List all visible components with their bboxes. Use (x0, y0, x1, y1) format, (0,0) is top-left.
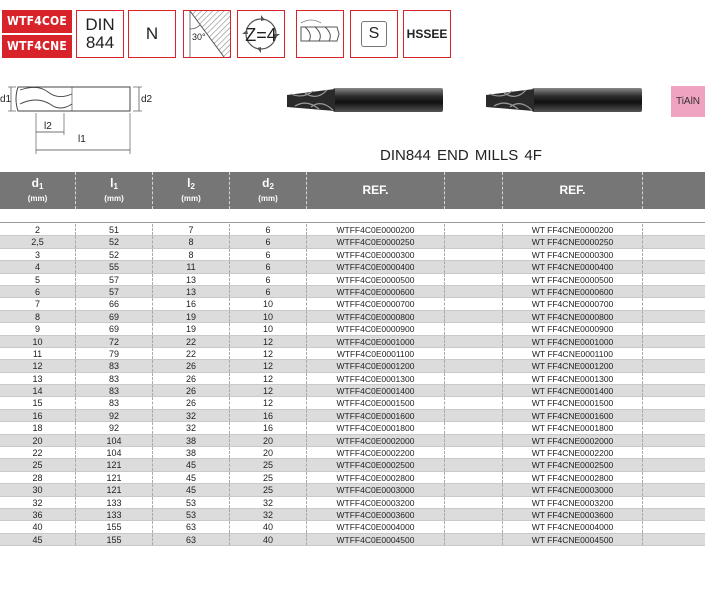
table-row (0, 286, 705, 298)
cell-l1: 83 (76, 397, 153, 408)
cell-ref-ne: WT FF4CNE0000600 (503, 286, 643, 297)
cell-ref-oe: WTFF4C0E0000800 (307, 311, 445, 322)
cell-d2: 6 (230, 286, 307, 297)
cell-ref-oe: WTFF4C0E0001300 (307, 373, 445, 384)
cell-ref-oe: WTFF4C0E0003600 (307, 509, 445, 520)
cell-l2: 38 (153, 447, 230, 458)
cell-d1: 16 (0, 410, 76, 421)
cell-d1: 9 (0, 323, 76, 334)
cell-l2: 22 (153, 336, 230, 347)
cell-l2: 13 (153, 274, 230, 285)
cell-blank-2 (643, 236, 705, 247)
cell-l1: 104 (76, 435, 153, 446)
cell-ref-oe: WTFF4C0E0000300 (307, 249, 445, 260)
cell-ref-ne: WT FF4CNE0000300 (503, 249, 643, 260)
cell-d1: 3 (0, 249, 76, 260)
cell-l1: 69 (76, 323, 153, 334)
table-row (0, 497, 705, 509)
table-row (0, 484, 705, 496)
cell-ref-oe: WTFF4C0E0002000 (307, 435, 445, 446)
cell-ref-oe: WTFF4C0E0002800 (307, 472, 445, 483)
cell-d1: 5 (0, 274, 76, 285)
cell-d1: 12 (0, 360, 76, 371)
cell-ref-oe: WTFF4C0E0001600 (307, 410, 445, 421)
cell-l1: 83 (76, 385, 153, 396)
cell-ref-ne: WT FF4CNE0003200 (503, 497, 643, 508)
cell-d2: 25 (230, 484, 307, 495)
cutting-geometry-box (296, 10, 344, 58)
table-row (0, 336, 705, 348)
cell-d2: 12 (230, 336, 307, 347)
cell-ref-oe: WTFF4C0E0000250 (307, 236, 445, 247)
material-label: HSSEE (406, 27, 448, 41)
cell-d2: 40 (230, 521, 307, 532)
cell-blank-1 (445, 311, 503, 322)
product-code-ne: WTF4CNE (2, 35, 72, 58)
cell-blank-2 (643, 435, 705, 446)
cell-ref-ne: WT FF4CNE0000400 (503, 261, 643, 272)
cell-d2: 10 (230, 311, 307, 322)
cell-d1: 18 (0, 422, 76, 433)
cell-blank-1 (445, 509, 503, 520)
cell-blank-2 (643, 385, 705, 396)
cell-blank-1 (445, 323, 503, 334)
cell-l2: 53 (153, 509, 230, 520)
helix-angle-icon (184, 11, 230, 57)
table-row (0, 521, 705, 533)
table-row (0, 373, 705, 385)
cell-blank-1 (445, 435, 503, 446)
cell-d2: 25 (230, 472, 307, 483)
table-row (0, 311, 705, 323)
cell-ref-ne: WT FF4CNE0001600 (503, 410, 643, 421)
cell-ref-ne: WT FF4CNE0000900 (503, 323, 643, 334)
cell-d2: 6 (230, 249, 307, 260)
table-row (0, 435, 705, 447)
cell-blank-1 (445, 410, 503, 421)
cell-blank-2 (643, 360, 705, 371)
header-ref-ne: REF. (503, 172, 643, 209)
cell-l1: 92 (76, 422, 153, 433)
cell-blank-2 (643, 497, 705, 508)
l2-label: l2 (44, 121, 52, 132)
cell-l1: 83 (76, 360, 153, 371)
d1-label: d1 (0, 94, 12, 105)
cell-l1: 51 (76, 224, 153, 235)
cell-blank-2 (643, 224, 705, 235)
cell-l1: 57 (76, 274, 153, 285)
cell-ref-oe: WTFF4C0E0000700 (307, 298, 445, 309)
cell-ref-oe: WTFF4C0E0001100 (307, 348, 445, 359)
cell-d2: 6 (230, 236, 307, 247)
table-row (0, 323, 705, 335)
d2-label: d2 (141, 94, 153, 105)
table-row (0, 472, 705, 484)
cell-ref-ne: WT FF4CNE0002000 (503, 435, 643, 446)
cell-blank-2 (643, 509, 705, 520)
cell-ref-oe: WTFF4C0E0003200 (307, 497, 445, 508)
cell-ref-ne: WT FF4CNE0000250 (503, 236, 643, 247)
cell-d1: 6 (0, 286, 76, 297)
cell-ref-ne: WT FF4CNE0000500 (503, 274, 643, 285)
cell-d2: 16 (230, 422, 307, 433)
cell-d2: 12 (230, 385, 307, 396)
flute-count-label: Z=4 (245, 25, 277, 45)
cell-d1: 10 (0, 336, 76, 347)
cell-ref-ne: WT FF4CNE0001100 (503, 348, 643, 359)
cell-d2: 25 (230, 459, 307, 470)
cell-ref-oe: WTFF4C0E0001200 (307, 360, 445, 371)
table-row (0, 397, 705, 409)
cell-l2: 32 (153, 422, 230, 433)
cell-l1: 133 (76, 497, 153, 508)
cell-ref-ne: WT FF4CNE0004000 (503, 521, 643, 532)
cell-blank-1 (445, 447, 503, 458)
cell-blank-1 (445, 534, 503, 545)
cell-d2: 12 (230, 348, 307, 359)
cell-blank-2 (643, 397, 705, 408)
cell-d2: 32 (230, 497, 307, 508)
cell-blank-2 (643, 249, 705, 260)
cell-l2: 13 (153, 286, 230, 297)
product-code-badges (2, 10, 72, 58)
cell-blank-1 (445, 224, 503, 235)
cell-ref-ne: WT FF4CNE0004500 (503, 534, 643, 545)
cell-ref-oe: WTFF4C0E0000600 (307, 286, 445, 297)
header-ref-oe: REF. (307, 172, 445, 209)
cell-d2: 12 (230, 373, 307, 384)
header-l2: $l_2$ (mm) (153, 172, 230, 209)
cell-l1: 79 (76, 348, 153, 359)
cell-blank-1 (445, 336, 503, 347)
din-standard-box (76, 10, 124, 58)
cell-d1: 30 (0, 484, 76, 495)
cell-l2: 8 (153, 249, 230, 260)
coating-badge: TiAlN (671, 86, 705, 117)
table-row (0, 534, 705, 546)
cell-l2: 16 (153, 298, 230, 309)
cell-l1: 104 (76, 447, 153, 458)
end-mill-image-oe (285, 85, 445, 115)
table-row (0, 249, 705, 261)
cell-blank-1 (445, 360, 503, 371)
cell-blank-2 (643, 323, 705, 334)
cell-d1: 2 (0, 224, 76, 235)
cell-blank-1 (445, 472, 503, 483)
cell-l2: 26 (153, 373, 230, 384)
table-body (0, 224, 705, 546)
cell-blank-1 (445, 397, 503, 408)
cell-blank-1 (445, 484, 503, 495)
cell-blank-2 (643, 298, 705, 309)
cell-d2: 12 (230, 360, 307, 371)
table-row (0, 298, 705, 310)
cell-l2: 45 (153, 472, 230, 483)
cell-l2: 45 (153, 459, 230, 470)
cell-ref-ne: WT FF4CNE0001400 (503, 385, 643, 396)
cell-l1: 55 (76, 261, 153, 272)
cell-l2: 26 (153, 360, 230, 371)
cell-d1: 2,5 (0, 236, 76, 247)
cell-ref-ne: WT FF4CNE0000800 (503, 311, 643, 322)
cell-blank-1 (445, 236, 503, 247)
cell-blank-1 (445, 249, 503, 260)
cell-ref-ne: WT FF4CNE0000200 (503, 224, 643, 235)
cell-l1: 72 (76, 336, 153, 347)
cell-ref-ne: WT FF4CNE0001000 (503, 336, 643, 347)
cell-ref-oe: WTFF4C0E0003000 (307, 484, 445, 495)
cell-d1: 4 (0, 261, 76, 272)
cell-blank-2 (643, 286, 705, 297)
cell-blank-2 (643, 348, 705, 359)
cell-d1: 32 (0, 497, 76, 508)
flutes-box (237, 10, 285, 58)
cell-d1: 8 (0, 311, 76, 322)
cell-blank-2 (643, 534, 705, 545)
cell-d1: 22 (0, 447, 76, 458)
header-l1: $l_1$ (mm) (76, 172, 153, 209)
din-label: DIN (85, 15, 115, 34)
cell-l2: 11 (153, 261, 230, 272)
cell-l2: 19 (153, 323, 230, 334)
cell-blank-1 (445, 298, 503, 309)
cell-ref-oe: WTFF4C0E0001500 (307, 397, 445, 408)
cell-blank-1 (445, 459, 503, 470)
cell-blank-1 (445, 261, 503, 272)
cell-ref-ne: WT FF4CNE0002500 (503, 459, 643, 470)
cell-blank-2 (643, 459, 705, 470)
cell-l1: 69 (76, 311, 153, 322)
shank-type-box (350, 10, 398, 58)
cell-blank-2 (643, 472, 705, 483)
table-row (0, 236, 705, 248)
product-code-oe: WTF4COE (2, 10, 72, 33)
cell-l1: 121 (76, 484, 153, 495)
table-row (0, 385, 705, 397)
table-row (0, 360, 705, 372)
cell-ref-ne: WT FF4CNE0001300 (503, 373, 643, 384)
cell-blank-2 (643, 521, 705, 532)
cell-d2: 20 (230, 435, 307, 446)
table-row (0, 274, 705, 286)
table-row (0, 410, 705, 422)
cell-blank-2 (643, 422, 705, 433)
cell-d1: 11 (0, 348, 76, 359)
cell-blank-1 (445, 422, 503, 433)
header-d1: $d_1$ (mm) (0, 172, 76, 209)
cell-ref-ne: WT FF4CNE0003600 (503, 509, 643, 520)
cell-ref-oe: WTFF4C0E0001800 (307, 422, 445, 433)
cell-ref-oe: WTFF4C0E0001000 (307, 336, 445, 347)
cell-ref-oe: WTFF4C0E0002500 (307, 459, 445, 470)
cell-l2: 8 (153, 236, 230, 247)
cell-l2: 22 (153, 348, 230, 359)
cell-l1: 52 (76, 249, 153, 260)
cell-l1: 155 (76, 521, 153, 532)
cell-ref-ne: WT FF4CNE0002200 (503, 447, 643, 458)
cell-d1: 14 (0, 385, 76, 396)
cell-ref-oe: WTFF4C0E0004500 (307, 534, 445, 545)
cell-ref-ne: WT FF4CNE0003000 (503, 484, 643, 495)
cell-d2: 16 (230, 410, 307, 421)
shank-type-label: S (368, 25, 380, 42)
cell-d2: 32 (230, 509, 307, 520)
dimension-drawing (0, 82, 170, 162)
cell-l1: 52 (76, 236, 153, 247)
cell-blank-2 (643, 311, 705, 322)
cell-d2: 12 (230, 397, 307, 408)
material-box (403, 10, 451, 58)
cell-l1: 121 (76, 459, 153, 470)
cell-d2: 6 (230, 261, 307, 272)
cell-l1: 121 (76, 472, 153, 483)
cell-d2: 40 (230, 534, 307, 545)
cell-l2: 7 (153, 224, 230, 235)
cell-d1: 15 (0, 397, 76, 408)
cell-l2: 63 (153, 521, 230, 532)
cell-l2: 63 (153, 534, 230, 545)
l1-label: l1 (78, 134, 86, 145)
cell-blank-1 (445, 385, 503, 396)
cell-ref-ne: WT FF4CNE0002800 (503, 472, 643, 483)
cell-blank-2 (643, 274, 705, 285)
table-row (0, 261, 705, 273)
header-blank-1 (445, 172, 503, 209)
cell-d2: 10 (230, 298, 307, 309)
cell-l2: 53 (153, 497, 230, 508)
cell-d1: 25 (0, 459, 76, 470)
cell-d1: 7 (0, 298, 76, 309)
cell-l2: 19 (153, 311, 230, 322)
cell-blank-1 (445, 521, 503, 532)
cell-d1: 13 (0, 373, 76, 384)
cell-ref-ne: WT FF4CNE0001500 (503, 397, 643, 408)
cell-blank-2 (643, 447, 705, 458)
header-blank-2 (643, 172, 705, 209)
cell-blank-2 (643, 410, 705, 421)
cell-d1: 36 (0, 509, 76, 520)
cell-d2: 6 (230, 274, 307, 285)
cell-l2: 26 (153, 385, 230, 396)
cell-d2: 10 (230, 323, 307, 334)
table-row (0, 459, 705, 471)
cell-d2: 20 (230, 447, 307, 458)
cell-ref-oe: WTFF4C0E0001400 (307, 385, 445, 396)
cell-l1: 133 (76, 509, 153, 520)
cell-ref-ne: WT FF4CNE0001200 (503, 360, 643, 371)
end-mill-profile-icon (297, 11, 343, 57)
cell-l2: 45 (153, 484, 230, 495)
table-row (0, 509, 705, 521)
tool-type-label: N (145, 24, 159, 43)
cell-d1: 28 (0, 472, 76, 483)
table-divider (0, 222, 705, 223)
cell-blank-2 (643, 336, 705, 347)
cell-ref-oe: WTFF4C0E0000900 (307, 323, 445, 334)
flute-count-icon (238, 11, 284, 57)
header-d2: $d_2$ (mm) (230, 172, 307, 209)
cell-ref-oe: WTFF4C0E0000500 (307, 274, 445, 285)
end-mill-image-ne (484, 85, 644, 115)
cell-ref-oe: WTFF4C0E0004000 (307, 521, 445, 532)
table-row (0, 224, 705, 236)
cell-d1: 40 (0, 521, 76, 532)
table-header (0, 172, 705, 209)
cell-blank-2 (643, 373, 705, 384)
cell-blank-1 (445, 348, 503, 359)
cell-blank-1 (445, 497, 503, 508)
cell-ref-ne: WT FF4CNE0001800 (503, 422, 643, 433)
cell-l2: 32 (153, 410, 230, 421)
page-title: DIN844 END MILLS 4F (380, 147, 542, 164)
helix-angle-value: 30° (192, 32, 206, 42)
table-row (0, 422, 705, 434)
cell-d2: 6 (230, 224, 307, 235)
cell-blank-1 (445, 286, 503, 297)
cell-blank-2 (643, 261, 705, 272)
table-row (0, 447, 705, 459)
cell-l1: 66 (76, 298, 153, 309)
cell-blank-1 (445, 274, 503, 285)
cell-blank-1 (445, 373, 503, 384)
cell-l1: 155 (76, 534, 153, 545)
cell-ref-ne: WT FF4CNE0000700 (503, 298, 643, 309)
cell-ref-oe: WTFF4C0E0002200 (307, 447, 445, 458)
tool-type-box (128, 10, 176, 58)
shank-type-icon (361, 21, 387, 47)
cell-d1: 45 (0, 534, 76, 545)
table-row (0, 348, 705, 360)
cell-l2: 26 (153, 397, 230, 408)
cell-blank-2 (643, 484, 705, 495)
cell-l1: 83 (76, 373, 153, 384)
cell-l1: 92 (76, 410, 153, 421)
cell-l2: 38 (153, 435, 230, 446)
din-number: 844 (85, 33, 115, 52)
cell-ref-oe: WTFF4C0E0000400 (307, 261, 445, 272)
cell-l1: 57 (76, 286, 153, 297)
cell-d1: 20 (0, 435, 76, 446)
cell-ref-oe: WTFF4C0E0000200 (307, 224, 445, 235)
helix-angle-box (183, 10, 231, 58)
